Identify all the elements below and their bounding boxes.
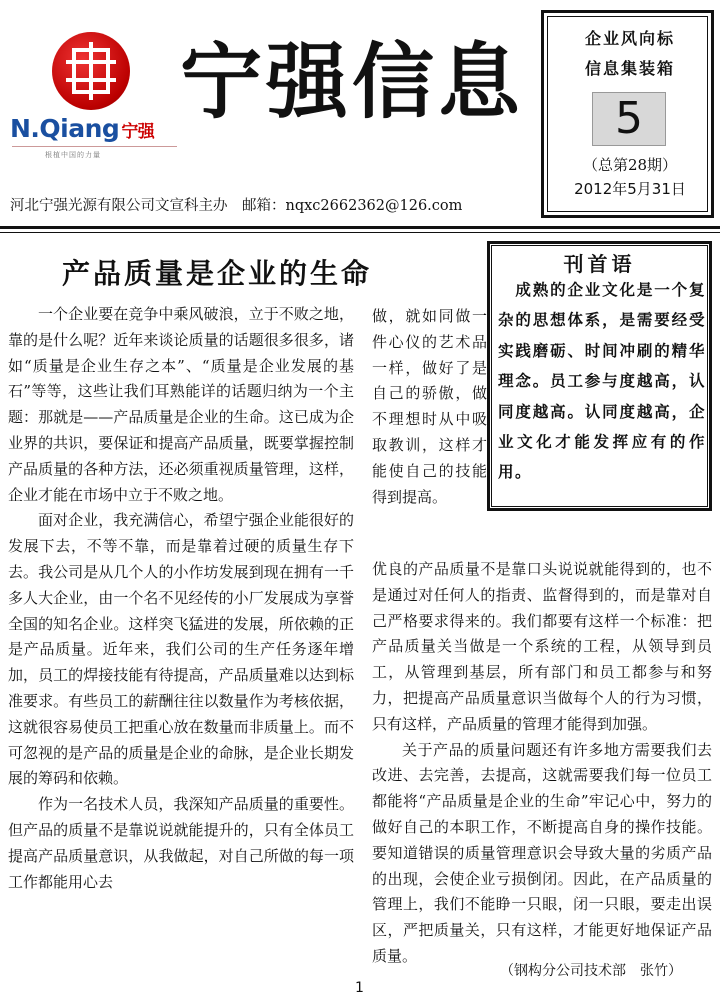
article-paragraph: 面对企业，我充满信心，希望宁强企业能很好的发展下去，不等不靠，而是靠着过硬的质量生存下去。我公司是从几个人的小作坊发展到现在拥有一千多人大企业，由一个名不见经传的小厂发展成为享誉全国的知名企业。这样突飞猛进的发展，所依赖的正是产品质量。近年来，我们公司的生产任务逐年增加，员工的焊接技能有待提高，产品质量难以达到标准要求。有些员工的薪酬往往以数量作为考核依据，这就很容易使员工把重心放在数量而非质量上。而不可忽视的是产品的质量是企业的命脉，是企业长期发展的筹码和依赖。 — [8, 511, 354, 788]
issue-tagline-2: 信息集装箱 — [584, 59, 675, 78]
issue-total: （总第28期） — [582, 156, 678, 174]
masthead-title: 宁强信息 — [180, 35, 525, 130]
company-logo — [52, 32, 130, 110]
article-column-mid — [372, 304, 487, 510]
logo-brand-cn: 宁强 — [121, 122, 155, 142]
issue-tagline-1: 企业风向标 — [584, 29, 675, 48]
article-column-right — [372, 557, 712, 970]
issue-date: 2012年5月31日 — [574, 180, 686, 198]
article-byline: （钢构分公司技术部 张竹） — [500, 963, 682, 979]
article-paragraph: 做，就如同做一件心仪的艺术品一样，做好了是自己的骄傲，做不理想时从中吸取教训，这样才能使自己的技能得到提高。 — [372, 307, 487, 506]
header-rule-thin — [0, 232, 720, 233]
logo-brand-latin: N.Qiang — [10, 114, 120, 143]
preface-title: 刊首语 — [563, 252, 636, 276]
preface-body: 成熟的企业文化是一个复杂的思想体系，是需要经受实践磨砺、时间冲刷的精华理念。员工参与度越高，认同度越高。认同度越高，企业文化才能发挥应有的作用。 — [498, 280, 706, 482]
issue-number: 5 — [592, 92, 666, 146]
article-paragraph: 关于产品的质量问题还有许多地方需要我们去改进、去完善，去提高，这就需要我们每一位员工都能将“产品质量是企业的生命”牢记心中，努力的做好自己的本职工作，不断提高自身的操作技能。要知道错误的质量管理意识会导致大量的劣质产品的出现，会使企业亏损倒闭。因此，在产品质量的管理上，我们不能睁一只眼，闭一只眼，要走出误区，严把质量关，只有这样，才能更好地保证产品质量。 — [372, 740, 712, 965]
article-headline: 产品质量是企业的生命 — [62, 257, 373, 290]
article-paragraph: 一个企业要在竞争中乘风破浪，立于不败之地，靠的是什么呢？近年来谈论质量的话题很多很多，诸如“质量是企业生存之本”、“质量是企业发展的基石”等等，这些让我们耳熟能详的话题归纳为一个主题：那就是——产品质量是企业的生命。这已成为企业界的共识，要保证和提高产品质量，既要掌握控制产品质量的各种方法，还必须重视质量管理，这样，企业才能在市场中立于不败之地。 — [8, 305, 354, 504]
article-column-left — [8, 302, 354, 895]
article-paragraph: 优良的产品质量不是靠口头说说就能得到的，也不是通过对任何人的指责、监督得到的，而是靠对自己严格要求得来的。我们都要有这样一个标准：把产品质量关当做是一个系统的工程，从领导到员工，从管理到基层，所有部门和员工都参与和努力，把提高产品质量意识当做每个人的行为习惯，只有这样，产品质量的管理才能得到加强。 — [372, 560, 712, 733]
logo-divider — [12, 146, 177, 147]
logo-slogan: 根植中国的力量 — [45, 151, 101, 159]
article-paragraph: 作为一名技术人员，我深知产品质量的重要性。但产品的质量不是靠说说就能提升的，只有全体员工提高产品质量意识，从我做起，对自己所做的每一项工作都能用心去 — [8, 795, 354, 891]
publisher-line: 河北宁强光源有限公司文宣科主办 邮箱：nqxc2662362@126.com — [10, 198, 463, 214]
logo-wordmark — [10, 114, 154, 143]
page-number: 1 — [355, 980, 364, 996]
header-rule — [0, 226, 720, 229]
